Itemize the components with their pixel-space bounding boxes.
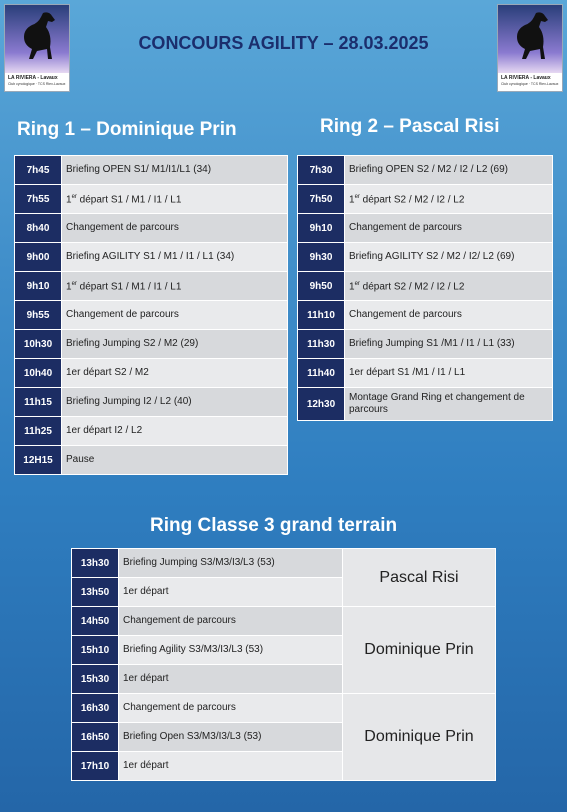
time-cell: 7h55	[15, 185, 62, 214]
time-cell: 7h45	[15, 156, 62, 185]
table-row	[298, 330, 553, 359]
description-cell: Changement de parcours	[119, 607, 343, 636]
time-cell: 7h30	[298, 156, 345, 185]
time-cell: 13h50	[72, 578, 119, 607]
time-cell: 11h15	[15, 388, 62, 417]
logo-subtitle: Club cynologique · TCS Riex-Lavaux	[8, 82, 66, 86]
description-cell: Briefing OPEN S2 / M2 / I2 / L2 (69)	[345, 156, 553, 185]
time-cell: 12h30	[298, 388, 345, 421]
superscript: er	[354, 194, 360, 201]
time-cell: 16h30	[72, 694, 119, 723]
table-row	[298, 156, 553, 185]
table-row	[15, 185, 288, 214]
description-cell: Changement de parcours	[345, 214, 553, 243]
table-row	[298, 272, 553, 301]
table-row	[298, 301, 553, 330]
description-cell: 1er départ	[119, 578, 343, 607]
description-cell: Briefing OPEN S1/ M1/I1/L1 (34)	[62, 156, 288, 185]
time-cell: 16h50	[72, 723, 119, 752]
table-row	[298, 185, 553, 214]
ring3-title: Ring Classe 3 grand terrain	[150, 515, 398, 536]
description-cell: 1er départ	[119, 665, 343, 694]
description-cell: 1er départ S1 /M1 / I1 / L1	[345, 359, 553, 388]
time-cell: 9h10	[298, 214, 345, 243]
description-cell: 1er départ I2 / L2	[62, 417, 288, 446]
description-cell: Briefing Jumping S1 /M1 / I1 / L1 (33)	[345, 330, 553, 359]
time-cell: 11h25	[15, 417, 62, 446]
logo-subtitle: Club cynologique · TCS Riex-Lavaux	[501, 82, 559, 86]
description-cell: Changement de parcours	[62, 214, 288, 243]
description-cell: Briefing Jumping S3/M3/I3/L3 (53)	[119, 549, 343, 578]
description-cell: Changement de parcours	[62, 301, 288, 330]
description-cell: 1er départ S2 / M2 / I2 / L2	[345, 272, 553, 301]
superscript: er	[71, 281, 77, 288]
time-cell: 15h10	[72, 636, 119, 665]
time-cell: 12H15	[15, 446, 62, 475]
description-cell: Briefing Jumping S2 / M2 (29)	[62, 330, 288, 359]
superscript: er	[354, 281, 360, 288]
description-cell: Briefing Agility S3/M3/I3/L3 (53)	[119, 636, 343, 665]
description-cell: 1er départ S1 / M1 / I1 / L1	[62, 272, 288, 301]
dog-silhouette-icon	[498, 5, 562, 73]
time-cell: 11h10	[298, 301, 345, 330]
description-cell: Montage Grand Ring et changement de parcours	[345, 388, 553, 421]
page-title: CONCOURS AGILITY – 28.03.2025	[138, 33, 429, 53]
time-cell: 8h40	[15, 214, 62, 243]
time-cell: 17h10	[72, 752, 119, 781]
logo-name: LA RIVIERA - Lavaux	[8, 75, 58, 81]
superscript: er	[71, 194, 77, 201]
time-cell: 9h50	[298, 272, 345, 301]
time-cell: 13h30	[72, 549, 119, 578]
description-cell: Briefing Open S3/M3/I3/L3 (53)	[119, 723, 343, 752]
table-row	[15, 156, 288, 185]
table-row	[298, 388, 553, 421]
table-row	[15, 214, 288, 243]
club-logo-right	[497, 4, 563, 92]
table-row	[15, 359, 288, 388]
description-cell: Briefing Jumping I2 / L2 (40)	[62, 388, 288, 417]
time-cell: 15h30	[72, 665, 119, 694]
time-cell: 14h50	[72, 607, 119, 636]
table-row	[72, 607, 496, 636]
table-row	[298, 359, 553, 388]
table-row	[15, 330, 288, 359]
ring1-title: Ring 1 – Dominique Prin	[17, 119, 237, 140]
description-cell: Briefing AGILITY S1 / M1 / I1 / L1 (34)	[62, 243, 288, 272]
table-row	[15, 417, 288, 446]
time-cell: 9h00	[15, 243, 62, 272]
description-cell: Changement de parcours	[345, 301, 553, 330]
ring2-title: Ring 2 – Pascal Risi	[320, 116, 500, 137]
time-cell: 9h55	[15, 301, 62, 330]
description-cell: 1er départ	[119, 752, 343, 781]
time-cell: 9h30	[298, 243, 345, 272]
logo-name: LA RIVIERA - Lavaux	[501, 75, 551, 81]
table-row	[15, 446, 288, 475]
table-row	[298, 243, 553, 272]
description-cell: 1er départ S2 / M2	[62, 359, 288, 388]
ring2-schedule-table	[297, 155, 553, 421]
description-cell: Briefing AGILITY S2 / M2 / I2/ L2 (69)	[345, 243, 553, 272]
table-row	[15, 388, 288, 417]
ring3-schedule-table	[71, 548, 496, 781]
time-cell: 10h40	[15, 359, 62, 388]
ring1-schedule-table	[14, 155, 288, 475]
description-cell: Pause	[62, 446, 288, 475]
club-logo-left	[4, 4, 70, 92]
table-row	[15, 272, 288, 301]
time-cell: 7h50	[298, 185, 345, 214]
description-cell: Changement de parcours	[119, 694, 343, 723]
description-cell: 1er départ S2 / M2 / I2 / L2	[345, 185, 553, 214]
judge-cell: Pascal Risi	[343, 549, 496, 607]
judge-cell: Dominique Prin	[343, 607, 496, 694]
time-cell: 11h40	[298, 359, 345, 388]
table-row	[72, 549, 496, 578]
dog-silhouette-icon	[5, 5, 69, 73]
table-row	[15, 301, 288, 330]
time-cell: 10h30	[15, 330, 62, 359]
table-row	[298, 214, 553, 243]
time-cell: 11h30	[298, 330, 345, 359]
time-cell: 9h10	[15, 272, 62, 301]
judge-cell: Dominique Prin	[343, 694, 496, 781]
description-cell: 1er départ S1 / M1 / I1 / L1	[62, 185, 288, 214]
table-row	[15, 243, 288, 272]
table-row	[72, 694, 496, 723]
